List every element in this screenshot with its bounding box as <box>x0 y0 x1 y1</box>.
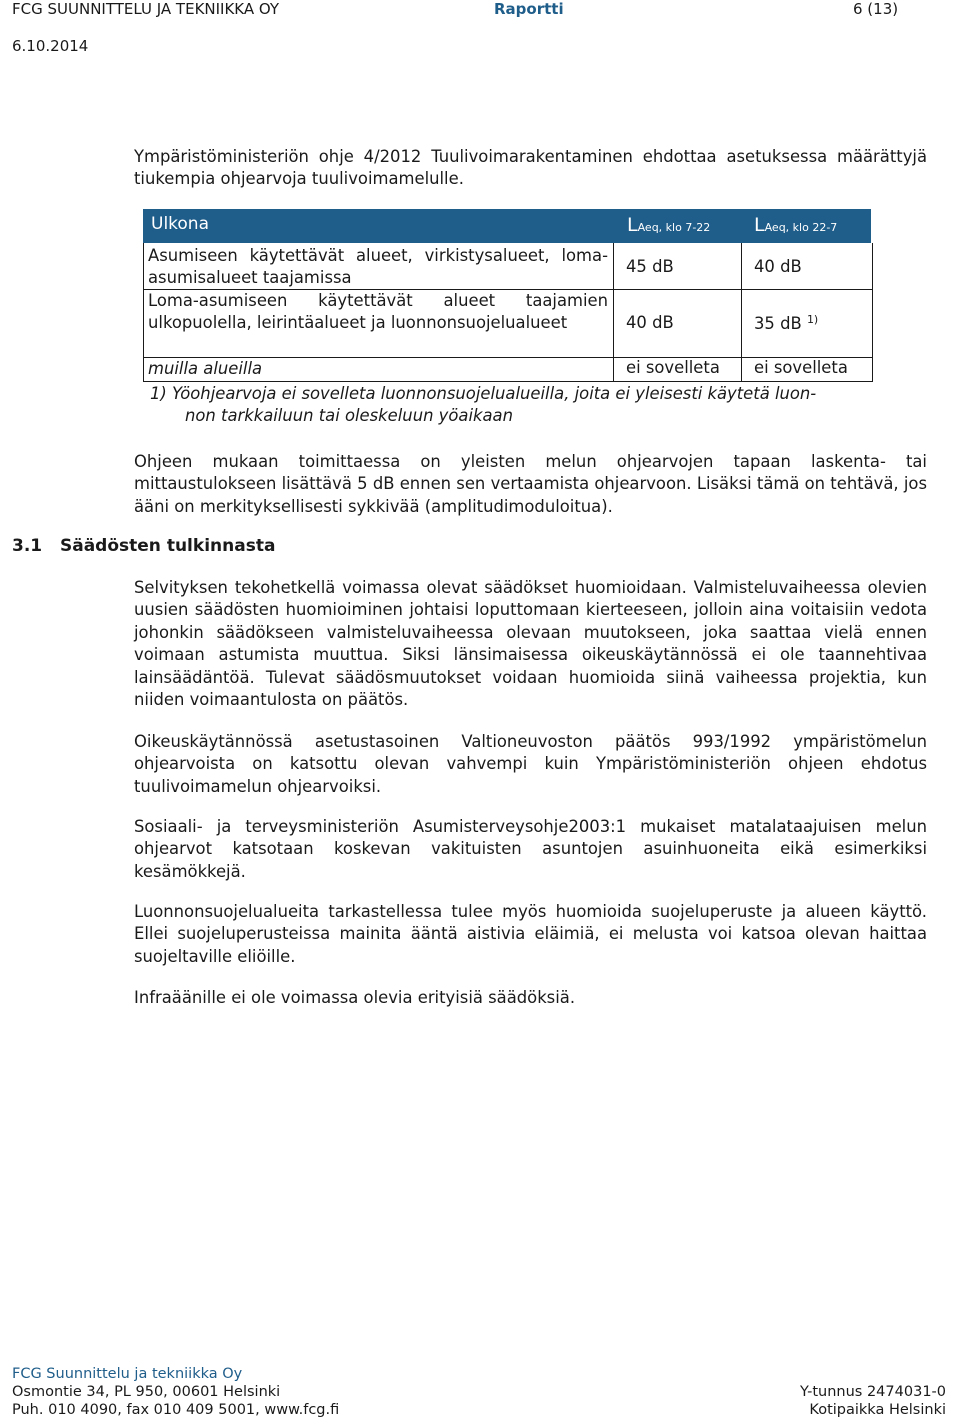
paragraph <box>134 816 927 883</box>
table-header <box>143 209 871 243</box>
intro-paragraph <box>134 146 927 191</box>
section-title: Säädösten tulkinnasta <box>60 536 276 556</box>
table-header-night: LAeq, klo 22-7 <box>754 214 838 236</box>
paragraph <box>134 901 927 968</box>
table-cell-area: Loma-asumiseen käytettävät alueet taajamien ulkopuolella, leirintäalueet ja luonnonsuojelualueet <box>148 291 608 333</box>
header-company: FCG SUUNNITTELU JA TEKNIIKKA OY <box>12 0 280 18</box>
section-heading <box>12 536 275 556</box>
paragraph-text: Oikeuskäytännössä asetustasoinen Valtioneuvoston päätös 993/1992 ympäristömelun ohjearvoista on katsottu olevan vahvempi kuin Ympäristöministeriön ohjeen ehdotus tuulivoimamelun ohjearvoiksi. <box>134 732 927 796</box>
header-doc-type: Raportti <box>494 0 564 18</box>
table-cell-night: 35 dB $^{1)}$ <box>754 313 819 333</box>
paragraph <box>134 451 927 518</box>
table-divider <box>741 243 742 381</box>
table-cell-area: muilla alueilla <box>148 359 263 378</box>
table-header-area: Ulkona <box>151 214 209 234</box>
paragraph <box>134 577 927 711</box>
header-page-number: 6 (13) <box>853 0 899 18</box>
paragraph-text: Selvityksen tekohetkellä voimassa olevat säädökset huomioidaan. Valmisteluvaiheessa olevien uusien säädösten huomioiminen johtaisi loputtomaan kierteeseen, jolloin aina voitaisiin vedota johonkin säädökseen valmisteluvaiheessa olevaan muutokseen, joka saattaa vielä ennen voimaan astumista muuttua. Siksi länsimaisessa oikeuskäytännössä ei ole taannehtivaa lainsäädäntöä. Tulevat säädösmuutokset voidaan huomioida siinä vaiheessa projektia, kun niiden voimaantulosta on päätös. <box>134 578 927 710</box>
footnote-marker: 1) <box>806 313 819 326</box>
table-footnote <box>150 383 926 428</box>
table-cell-night: ei sovelleta <box>754 358 848 377</box>
table-cell-night: 40 dB <box>754 257 802 276</box>
footer-company: FCG Suunnittelu ja tekniikka Oy <box>12 1366 243 1382</box>
table-cell-day: 45 dB <box>626 257 674 276</box>
footer-address: Osmontie 34, PL 950, 00601 Helsinki <box>12 1384 281 1400</box>
table-cell-day: ei sovelleta <box>626 358 720 377</box>
paragraph-text: Sosiaali- ja terveysministeriön Asumisterveysohje2003:1 mukaiset matalataajuisen melun ohjearvot katsotaan koskevan vakituisten asuntojen asuinhuoneita eikä esimerkiksi kesämökkejä. <box>134 817 927 881</box>
paragraph <box>134 987 927 1009</box>
table-divider <box>613 243 614 381</box>
footer-business-id: Y-tunnus 2474031-0 <box>799 1384 946 1400</box>
paragraph-text: Ohjeen mukaan toimittaessa on yleisten melun ohjearvojen tapaan laskenta- tai mittaustulokseen lisättävä 5 dB ennen sen vertaamista ohjearvoon. Lisäksi tämä on tehtävä, jos ääni on merkityksellisesti sykkivää (amplitudimoduloitua). <box>134 452 927 516</box>
table-footnote-line1: 1) Yöohjearvoja ei sovelleta luonnonsuojelualueilla, joita ei yleisesti käytetä luon- <box>150 384 817 403</box>
footer-domicile: Kotipaikka Helsinki <box>809 1402 946 1418</box>
intro-text: Ympäristöministeriön ohje 4/2012 Tuulivoimarakentaminen ehdottaa asetuksessa määrättyjä tiukempia ohjearvoja tuulivoimamelulle. <box>134 147 927 189</box>
table-cell-day: 40 dB <box>626 313 674 332</box>
footer-contact: Puh. 010 4090, fax 010 409 5001, www.fcg.fi <box>12 1402 340 1418</box>
table-body <box>143 243 873 382</box>
table-footnote-line2: non tarkkailuun tai oleskeluun yöaikaan <box>185 406 513 426</box>
table-cell-area: Asumiseen käytettävät alueet, virkistysalueet, loma-asumisalueet taajamissa <box>148 246 608 288</box>
paragraph <box>134 731 927 798</box>
header-date: 6.10.2014 <box>12 37 89 55</box>
table-header-day: LAeq, klo 7-22 <box>627 214 711 236</box>
paragraph-text: Luonnonsuojelualueita tarkastellessa tulee myös huomioida suojeluperuste ja alueen käyttö. Ellei suojeluperusteissa mainita ääntä aistivia eläimiä, ei melusta voi katsoa olevan haittaa suojeltaville eliöille. <box>134 902 927 966</box>
paragraph-text: Infraäänille ei ole voimassa olevia erityisiä säädöksiä. <box>134 988 576 1007</box>
section-number: 3.1 <box>12 536 43 556</box>
